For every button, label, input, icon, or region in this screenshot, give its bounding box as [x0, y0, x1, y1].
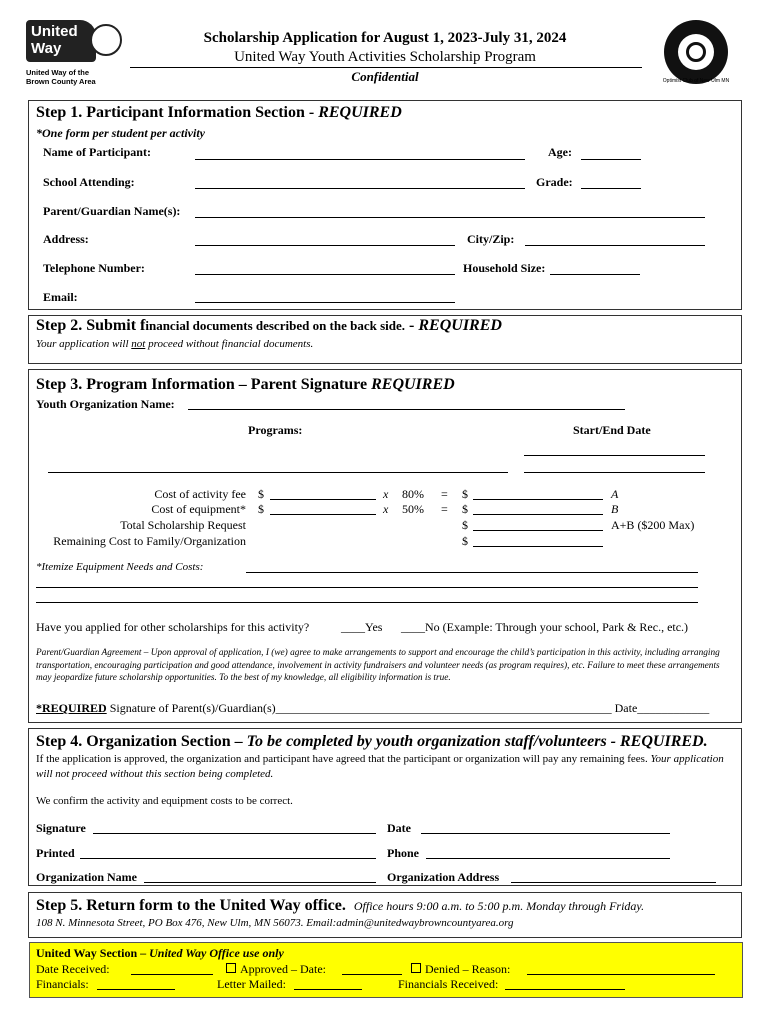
household-field[interactable] — [550, 274, 640, 275]
phone-field[interactable] — [195, 274, 455, 275]
other-scholarships-question: Have you applied for other scholarships for this activity? — [36, 620, 310, 634]
optimist-caption: Optimist Club of New Ulm MN — [662, 78, 730, 84]
amount-ab-label: A+B ($200 Max) — [611, 518, 695, 532]
parent-agreement: Parent/Guardian Agreement – Upon approval of application, I (we) agree to make arrangements to support and encourage the child’s participation in this activity, including arranging transportation, encouraging participation and good attendance, involvement in activity fundraisers and volunteer needs (as program requires), etc. Failure to meet these arrangements may jeopardize future scholarship opportunities. To the best of my knowledge, all eligibility information is true. — [36, 648, 720, 683]
signature-required: *REQUIRED — [36, 701, 107, 715]
school-field[interactable] — [195, 188, 525, 189]
step4-confirm: We confirm the activity and equipment costs to be correct. — [36, 795, 293, 807]
itemize-field-3[interactable] — [36, 602, 698, 603]
end-date-field[interactable] — [524, 472, 705, 473]
approved-option[interactable] — [226, 962, 326, 977]
school-label: School Attending: — [43, 175, 135, 189]
itemize-label: *Itemize Equipment Needs and Costs: — [36, 561, 204, 573]
grade-label: Grade: — [536, 175, 573, 189]
step4-text-a: If the application is approved, the organization and participant have agreed that the participant or organization will pay any remaining fees. — [36, 753, 651, 765]
office-section-title — [36, 946, 284, 961]
letter-mailed-label: Letter Mailed: — [217, 977, 286, 991]
step3-title — [36, 376, 455, 394]
age-field[interactable] — [581, 159, 641, 160]
pct-80: 80% — [402, 487, 424, 501]
step1-title — [36, 104, 402, 122]
phone-label: Telephone Number: — [43, 261, 145, 275]
amount-b-field[interactable] — [473, 514, 603, 515]
other-scholarships-yes[interactable]: ____Yes — [341, 620, 383, 634]
office-hours: Office hours 9:00 a.m. to 5:00 p.m. Monday through Friday. — [353, 899, 645, 913]
step2-title-b: inancial documents described on the back side. — [145, 318, 406, 333]
denied-label: Denied – Reason: — [425, 962, 511, 976]
youth-org-field[interactable] — [188, 409, 625, 410]
total-request-label: Total Scholarship Request — [120, 518, 246, 532]
step2-note-a: Your application will — [36, 338, 132, 350]
approved-label: Approved – Date: — [240, 962, 326, 976]
form-title: Scholarship Application for August 1, 2023-July 31, 2024 — [203, 30, 567, 46]
program-name: United Way Youth Activities Scholarship Program — [234, 49, 536, 65]
grade-field[interactable] — [581, 188, 641, 189]
equipment-cost-field[interactable] — [270, 514, 376, 515]
dollar-sign: $ — [462, 534, 468, 548]
step4-text-italic: Your application will not proceed without this section being completed. — [36, 753, 724, 780]
step2-title — [36, 317, 502, 335]
signature-label: Signature of Parent(s)/Guardian(s)________________________________________________________ Date____________ — [106, 701, 710, 715]
equals-sign: = — [441, 502, 448, 516]
address-field[interactable] — [195, 245, 455, 246]
step2-note — [36, 338, 313, 350]
age-label: Age: — [548, 145, 572, 159]
denied-checkbox[interactable] — [411, 963, 421, 973]
org-address-field[interactable] — [511, 882, 716, 883]
denied-option[interactable] — [411, 962, 510, 977]
step2-title-c: - — [405, 317, 419, 334]
dollar-sign: $ — [462, 518, 468, 532]
step5-title-text: Step 5. Return form to the United Way office. — [36, 897, 346, 914]
dollar-sign: $ — [462, 502, 468, 516]
start-date-field[interactable] — [524, 455, 705, 456]
approved-date-field[interactable] — [342, 974, 402, 975]
times-sign: x — [383, 502, 389, 516]
remaining-cost-label: Remaining Cost to Family/Organization — [53, 534, 246, 548]
org-date-label: Date — [387, 821, 411, 835]
logo-word-way: Way — [31, 40, 62, 57]
step4-title — [36, 733, 708, 751]
cityzip-field[interactable] — [525, 245, 705, 246]
amount-a-field[interactable] — [473, 499, 603, 500]
other-scholarships-no[interactable]: ____No (Example: Through your school, Park & Rec., etc.) — [401, 620, 689, 634]
itemize-field-2[interactable] — [36, 587, 698, 588]
financials-received-field[interactable] — [505, 989, 625, 990]
cost-equipment-label: Cost of equipment* — [151, 502, 246, 516]
logo-word-united: United — [31, 23, 78, 40]
logo-sub-line2: Brown County Area — [26, 77, 96, 86]
step1-required: REQUIRED — [318, 104, 402, 121]
org-signature-field[interactable] — [93, 833, 376, 834]
amount-a-label: A — [611, 487, 619, 501]
parent-name-field[interactable] — [195, 217, 705, 218]
times-sign: x — [383, 487, 389, 501]
step3-title-text: Step 3. Program Information – Parent Signature — [36, 376, 372, 393]
step1-title-text: Step 1. Participant Information Section - — [36, 104, 319, 121]
step2-note-not: not — [131, 338, 146, 350]
step4-title-italic: To be completed by youth organization staff/volunteers - REQUIRED. — [246, 733, 708, 750]
cityzip-label: City/Zip: — [467, 232, 515, 246]
org-phone-field[interactable] — [426, 858, 670, 859]
org-printed-label: Printed — [36, 846, 75, 860]
org-address-label: Organization Address — [387, 870, 500, 884]
dollar-sign: $ — [258, 487, 264, 501]
dollar-sign: $ — [258, 502, 264, 516]
org-phone-label: Phone — [387, 846, 420, 860]
denied-reason-field[interactable] — [527, 974, 715, 975]
step5-title — [36, 897, 644, 915]
financials-field[interactable] — [97, 989, 175, 990]
startend-label: Start/End Date — [573, 423, 651, 437]
step2-note-b: proceed without financial documents. — [145, 338, 314, 350]
programs-label: Programs: — [248, 423, 303, 437]
step1-note: *One form per student per activity — [36, 126, 205, 140]
step2-title-a: Step 2. Submit f — [36, 317, 146, 334]
approved-checkbox[interactable] — [226, 963, 236, 973]
email-label: Email: — [43, 290, 78, 304]
confidential-label: Confidential — [351, 69, 419, 84]
equals-sign: = — [441, 487, 448, 501]
optimist-logo — [664, 20, 728, 84]
participant-name-field[interactable] — [195, 159, 525, 160]
logo-sub-line1: United Way of the — [26, 68, 90, 77]
org-date-field[interactable] — [421, 833, 670, 834]
step4-title-text: Step 4. Organization Section – — [36, 733, 247, 750]
header-rule — [130, 67, 642, 68]
office-title-b: United Way Office use only — [149, 946, 284, 960]
parent-signature-line[interactable] — [36, 701, 709, 716]
step2-required: REQUIRED — [418, 317, 502, 334]
itemize-field-1[interactable] — [246, 572, 698, 573]
youth-org-label: Youth Organization Name: — [36, 397, 175, 411]
letter-mailed-field[interactable] — [294, 989, 362, 990]
date-received-label: Date Received: — [36, 962, 110, 976]
org-signature-label: Signature — [36, 821, 86, 835]
step3-required: REQUIRED — [371, 376, 455, 393]
office-address: 108 N. Minnesota Street, PO Box 476, New Ulm, MN 56073. Email:admin@unitedwaybrowncountyarea.org — [36, 917, 514, 929]
program-field[interactable] — [48, 472, 508, 473]
parent-name-label: Parent/Guardian Name(s): — [43, 204, 181, 218]
office-title-a: United Way Section – — [36, 946, 150, 960]
cost-activity-label: Cost of activity fee — [154, 487, 246, 501]
org-printed-field[interactable] — [80, 858, 376, 859]
date-received-field[interactable] — [131, 974, 213, 975]
household-label: Household Size: — [463, 261, 546, 275]
pct-50: 50% — [402, 502, 424, 516]
financials-label: Financials: — [36, 977, 89, 991]
optimist-emblem-icon — [678, 34, 714, 70]
dollar-sign: $ — [462, 487, 468, 501]
remaining-cost-field[interactable] — [473, 546, 603, 547]
org-name-label: Organization Name — [36, 870, 137, 884]
activity-fee-field[interactable] — [270, 499, 376, 500]
participant-name-label: Name of Participant: — [43, 145, 151, 159]
step4-description — [36, 752, 736, 782]
email-field[interactable] — [195, 302, 455, 303]
amount-b-label: B — [611, 502, 619, 516]
financials-received-label: Financials Received: — [398, 977, 499, 991]
org-name-field[interactable] — [144, 882, 376, 883]
total-request-field[interactable] — [473, 530, 603, 531]
address-label: Address: — [43, 232, 89, 246]
